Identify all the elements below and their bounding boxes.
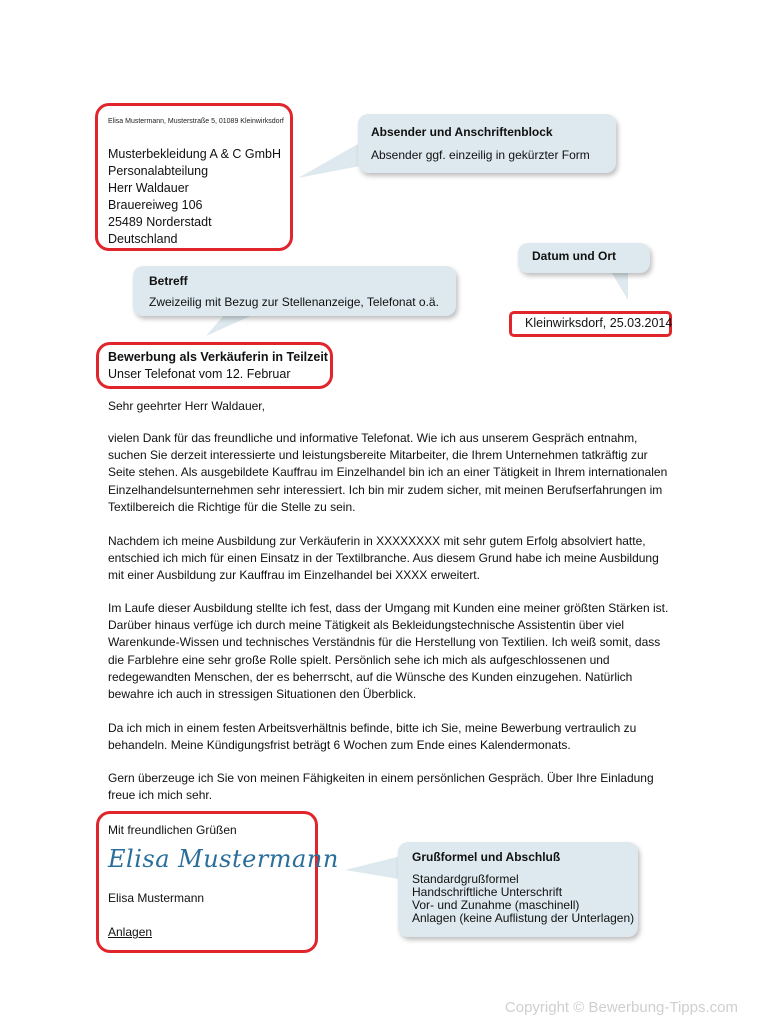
recipient-line: 25489 Norderstadt (108, 215, 212, 229)
salutation: Sehr geehrter Herr Waldauer, (108, 399, 265, 413)
closing-formula: Mit freundlichen Grüßen (108, 823, 237, 837)
absender-bubble (358, 114, 616, 173)
typed-name: Elisa Mustermann (108, 891, 205, 905)
betreff-bubble (133, 266, 456, 316)
datum-bubble-tail (610, 270, 628, 300)
gruss-bubble (398, 842, 638, 937)
body-paragraph: Im Laufe dieser Ausbildung stellte ich fest, dass der Umgang mit Kunden eine meiner größten Stärken ist. Darüber hinaus verfüge ich durch meine Tätigkeit als Bekleidungstechnische Assistentin über viel Warenkunde-Wissen und technisches Verständnis für die Herstellung von Textilien. Ich weiß somit, dass die Farblehre eine sehr große Rolle spielt. Persönlich sehe ich mich als aufgeschlossenen und redegewandten Menschen, der es beherrscht, auf die Wünsche des Kunden einzugehen. Natürlich bewahre ich auch in stressigen Situationen den Überblick. (108, 601, 669, 702)
gruss-bubble-line: Anlagen (keine Auflistung der Unterlagen) (412, 911, 635, 925)
recipient-line: Brauereiweg 106 (108, 198, 203, 212)
datum-bubble-title: Datum und Ort (532, 249, 616, 263)
betreff-bubble-tail (206, 314, 255, 336)
gruss-bubble-line: Vor- und Zunahme (maschinell) (412, 898, 580, 912)
date-place: Kleinwirksdorf, 25.03.2014 (525, 316, 673, 330)
recipient-line: Personalabteilung (108, 164, 209, 178)
copyright-watermark: Copyright © Bewerbung-Tipps.com (504, 999, 738, 1016)
gruss-bubble-line: Standardgrußformel (412, 872, 519, 886)
betreff-bubble-text: Zweizeilig mit Bezug zur Stellenanzeige, Telefonat o.ä. (149, 295, 439, 309)
attachments-label: Anlagen (108, 925, 153, 939)
sender-line: Elisa Mustermann, Musterstraße 5, 01089 Kleinwirksdorf (108, 118, 284, 125)
recipient-line: Deutschland (108, 232, 178, 246)
datum-bubble (518, 243, 650, 273)
body-paragraph: Nachdem ich meine Ausbildung zur Verkäuferin in XXXXXXXX mit sehr gutem Erfolg absolviert hatte, entschied ich mich für einen Einsatz in der Textilbranche. Aus diesem Grund habe ich meine Ausbildung mit einer Ausbildung zur Kauffrau im Einzelhandel bei XXXX erweitert. (108, 534, 659, 583)
subject-line-1: Bewerbung als Verkäuferin in Teilzeit (108, 350, 328, 364)
body-paragraph: Da ich mich in einem festen Arbeitsverhältnis befinde, bitte ich Sie, meine Bewerbung vertraulich zu behandeln. Meine Kündigungsfrist beträgt 6 Wochen zum Ende eines Kalendermonats. (108, 721, 637, 753)
subject-line-2: Unser Telefonat vom 12. Februar (108, 367, 291, 381)
gruss-bubble-tail (345, 855, 405, 880)
recipient-line: Herr Waldauer (108, 181, 189, 195)
gruss-bubble-title: Grußformel und Abschluß (412, 850, 561, 864)
recipient-line: Musterbekleidung A & C GmbH (108, 147, 281, 161)
betreff-bubble-title: Betreff (149, 274, 188, 288)
body-paragraph: Gern überzeuge ich Sie von meinen Fähigkeiten in einem persönlichen Gespräch. Über Ihre Einladung freue ich mich sehr. (108, 771, 654, 803)
absender-bubble-text: Absender ggf. einzeilig in gekürzter Form (371, 148, 590, 162)
body-paragraph: vielen Dank für das freundliche und informative Telefonat. Wie ich aus unserem Gespräch entnahm, suchen Sie derzeit interessierte und leistungsbereite Mitarbeiter, die Ihrem Unternehmen tatkräftig zur Seite stehen. Als ausgebildete Kauffrau im Einzelhandel bin ich an einer Tätigkeit in Ihrem internationalen Einzelhandelsunternehmen sehr interessiert. Ich bin mir zudem sicher, mit meinen Berufserfahrungen im Textilbereich die Richtige für die Stelle zu sein. (108, 431, 668, 514)
absender-bubble-tail (298, 140, 365, 178)
gruss-bubble-line: Handschriftliche Unterschrift (412, 885, 563, 899)
handwritten-signature: Elisa Mustermann (108, 845, 339, 873)
absender-bubble-title: Absender und Anschriftenblock (371, 125, 553, 139)
